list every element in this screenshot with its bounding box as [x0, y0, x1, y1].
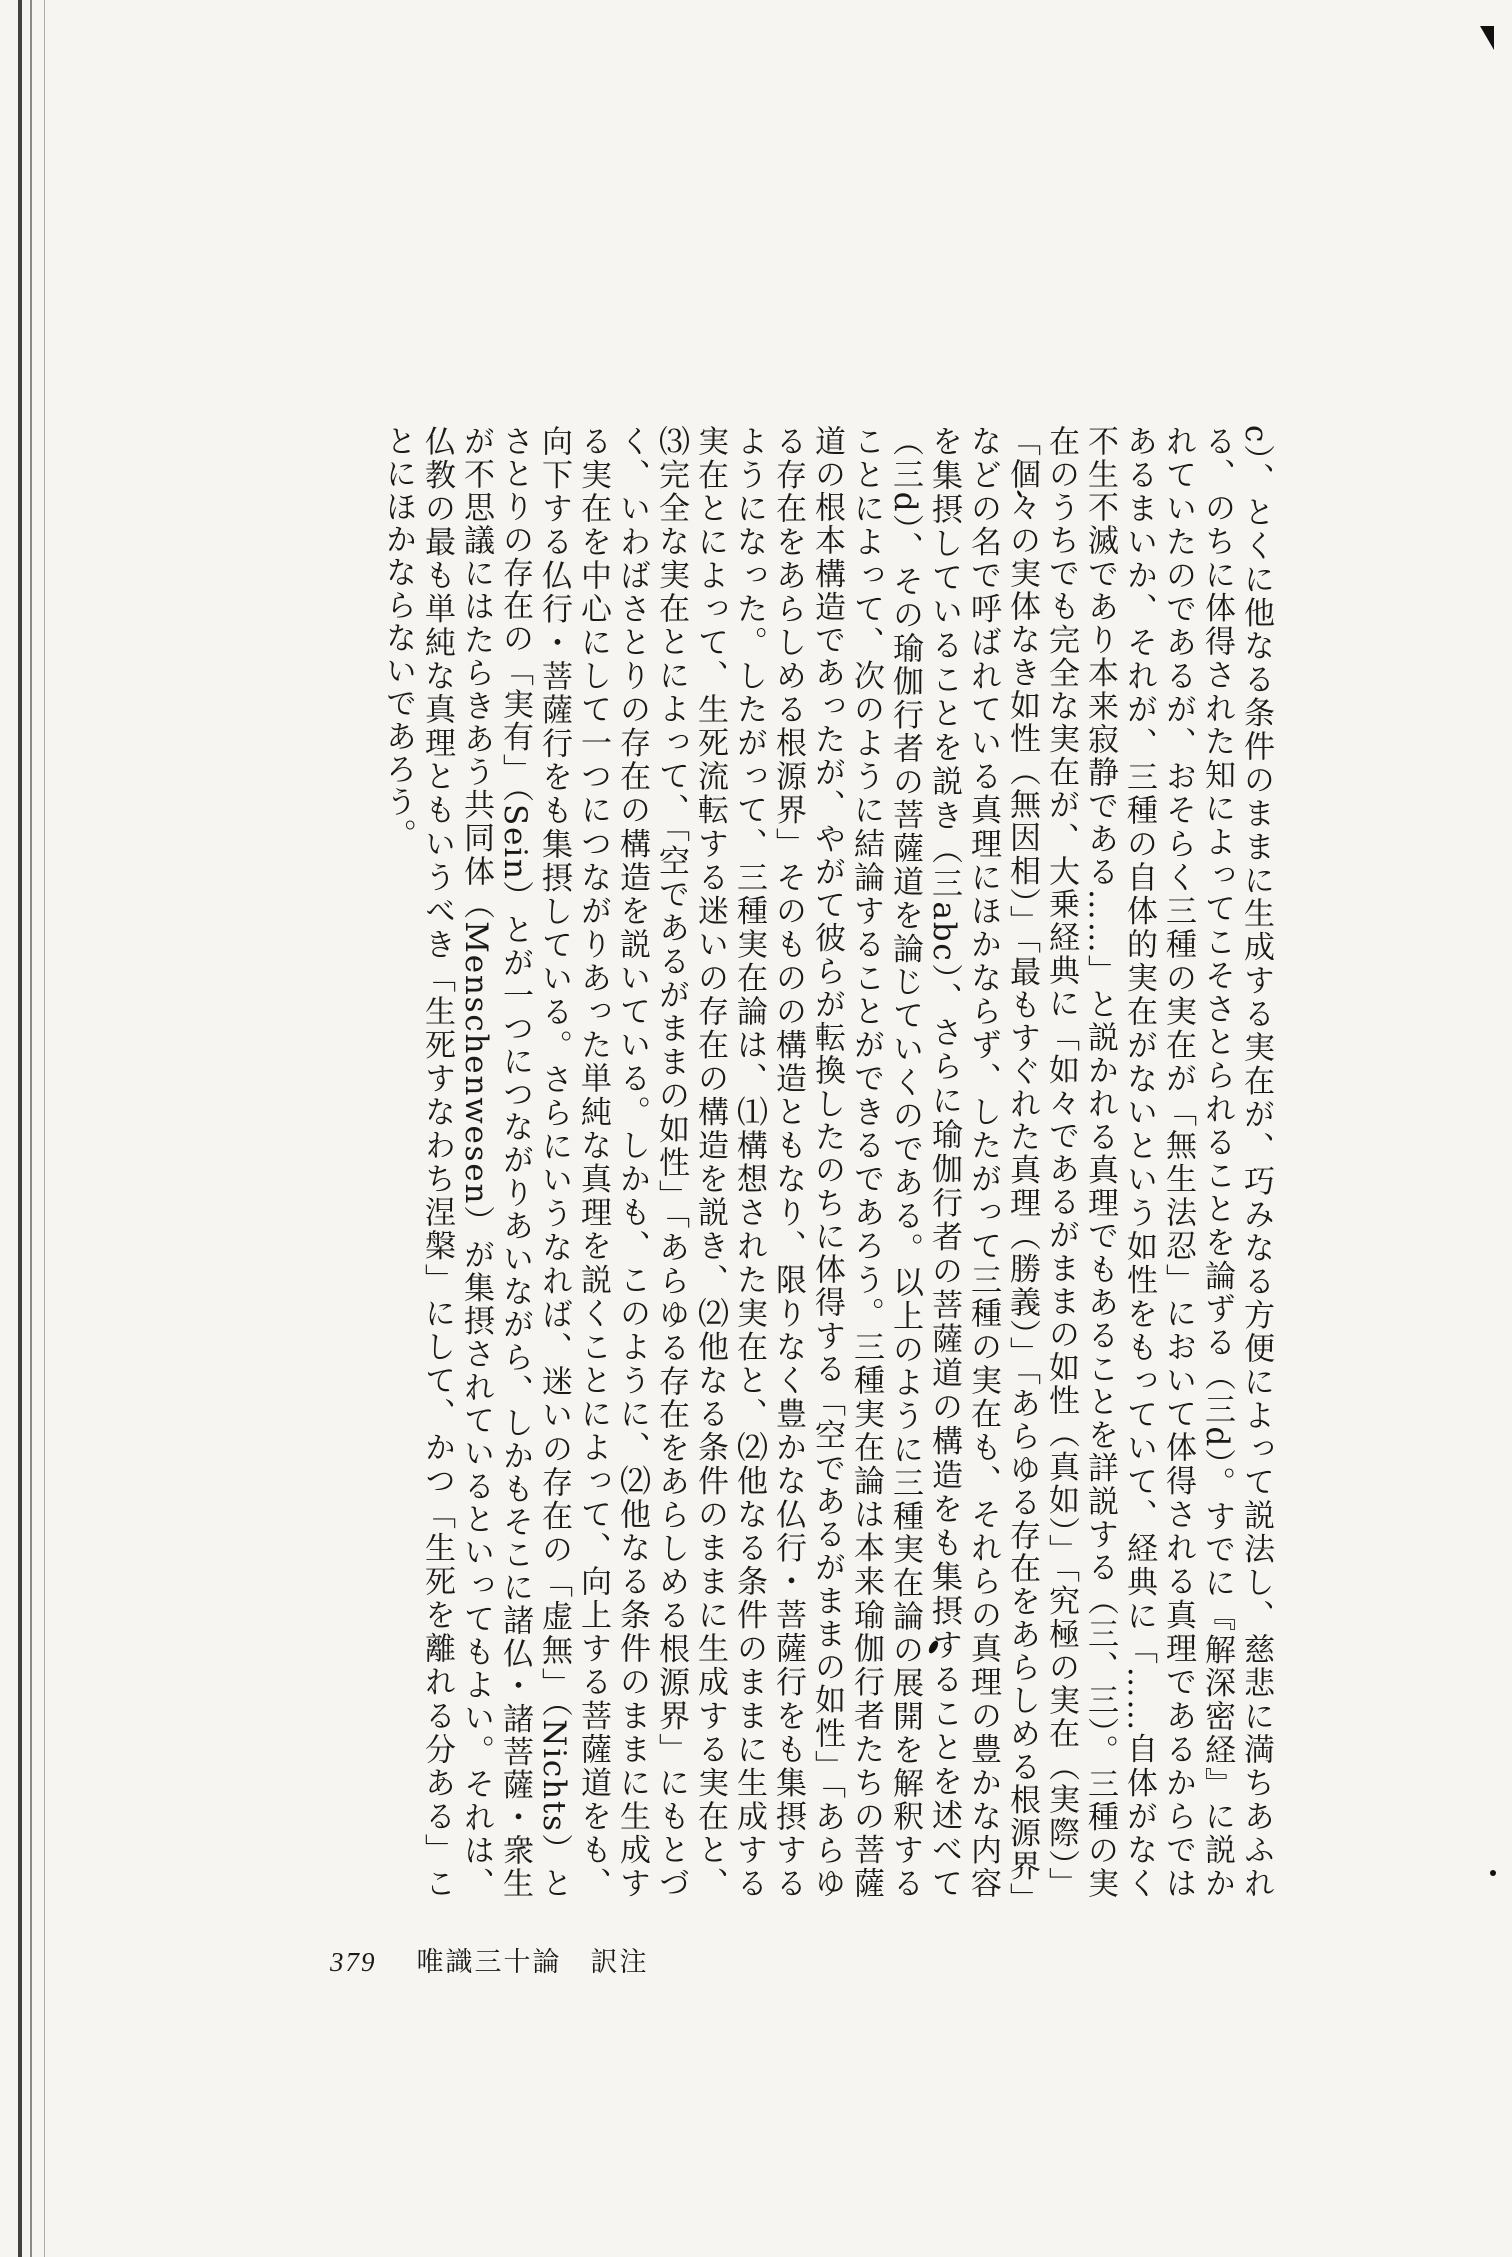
corner-mark-icon: [1480, 26, 1494, 50]
scan-edge-line-faint: [44, 0, 45, 2257]
scan-edge-line: [30, 0, 32, 2257]
paragraph: c）、とくに他なる条件のままに生成する実在が、巧みなる方便によって説法し、慈悲に満ちあふれる、のちに体得された知によってこそさとられることを論ずる（三d）。すでに『解深密経』に説かれていたのであるが、おそらく三種の実在が「無生法忍」において体得される真理であるからではあるまいか、それが、三種の自体的実在がないという如性をもっていて、経典に「……自体がなく不生不滅であり本来寂静である……」と説かれる真理でもあることを詳説する（三、三）。三種の実在のうちでも完全な実在が、大乗経典に「如々であるがままの如性（真如）」「究極の実在（実際）」「個々の実体なき如性（無因相）」「最もすぐれた真理（勝義）」「あらゆる存在をあらしめる根源界」などの名で呼ばれている真理にほかならず、したがって三種の実在も、それらの真理の豊かな内容を集摂していることを説き（三abc）、さらに瑜伽行者の菩薩道の構造をも集摂することを述べて（三d）、その瑜伽行者の菩薩道を論じていくのである。以上のように三種実在論の展開を解釈することによって、次のように結論することができるであろう。三種実在論は本来瑜伽行者たちの菩薩道の根本構造であったが、やがて彼らが転換したのちに体得する「空であるがままの如性」「あらゆる存在をあらしめる根源界」そのものの構造ともなり、限りなく豊かな仏行・菩薩行をも集摂するようになった。したがって、三種実在論は、⑴構想された実在と、⑵他なる条件のままに生成する実在とによって、生死流転する迷いの存在の構造を説き、⑵他なる条件のままに生成する実在と、⑶完全な実在とによって、「空であるがままの如性」「あらゆる存在をあらしめる根源界」にもとづく、いわばさとりの存在の構造を説いている。しかも、このように、⑵他なる条件のままに生成する実在を中心にして一つにつながりあった単純な真理を説くことによって、向上する菩薩道をも、向下する仏行・菩薩行をも集摂している。さらにいうなれば、迷いの存在の「虚無」（Nichts）とさとりの存在の「実有」（Sein）とが一つにつながりあいながら、しかもそこに諸仏・諸菩薩・衆生が不思議にはたらきあう共同体（Menschenwesen）が集摂されているといってもよい。それは、仏教の最も単純な真理ともいうべき「生死すなわち涅槃」にして、かつ「生死を離れる分ある」ことにほかならないであろう。: [380, 425, 1274, 1900]
body-text: [300, 425, 1275, 1900]
page-number: 379: [330, 1947, 377, 1977]
running-title: 唯識三十論 訳注: [416, 1947, 649, 1978]
page-footer: [330, 1940, 649, 1979]
ink-speck: [1490, 1870, 1496, 1876]
scan-edge-shadow: [18, 0, 22, 2257]
